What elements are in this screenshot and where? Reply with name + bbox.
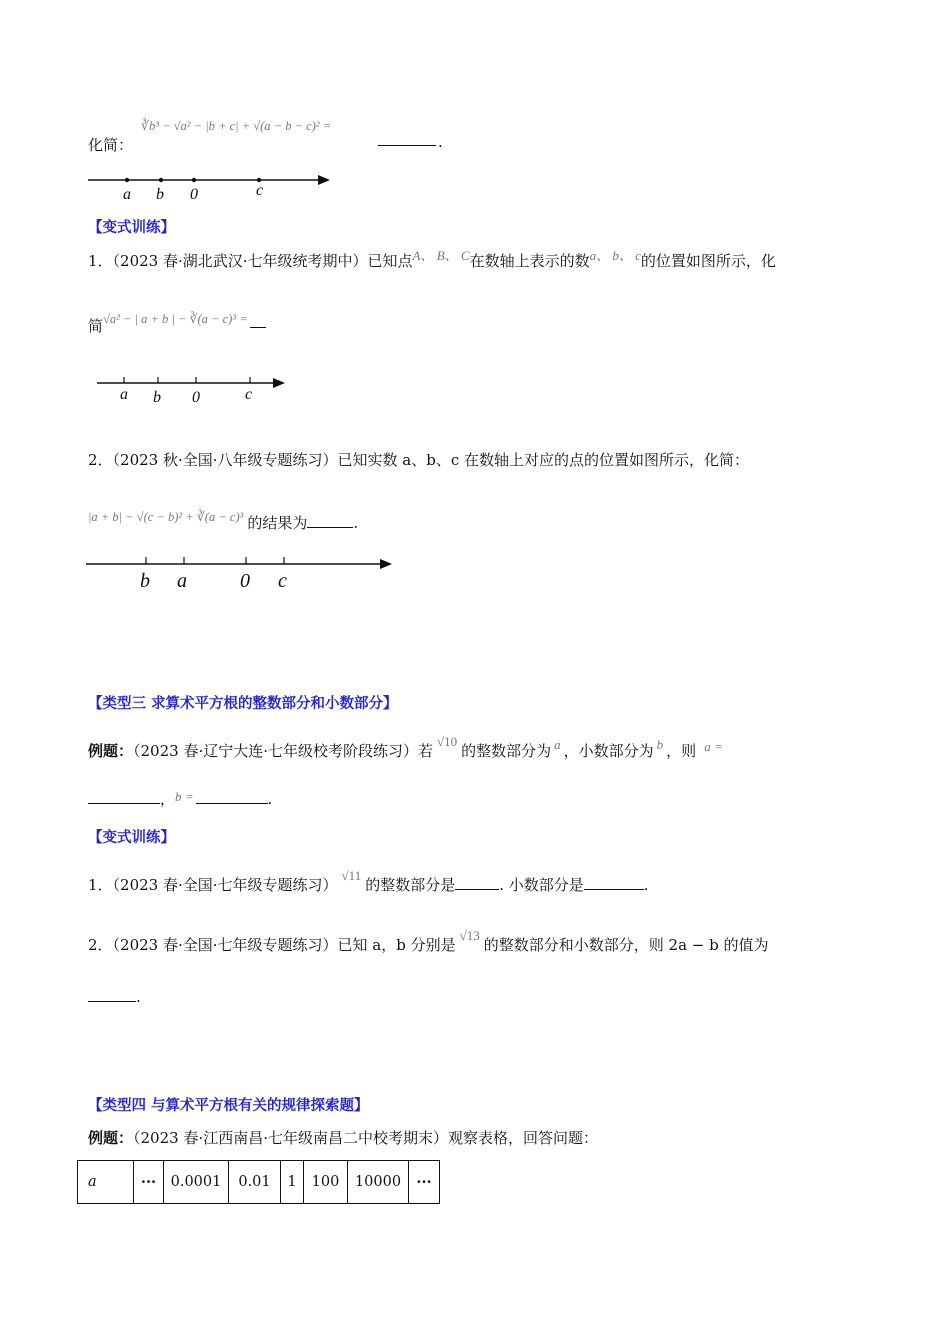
variant-heading-2: 【变式训练】 <box>88 830 175 846</box>
v1-q2-label-b: b <box>140 570 150 592</box>
v1-q1-line1 <box>88 250 776 271</box>
v2-q1-frac-blank[interactable] <box>584 875 644 890</box>
v2-sqrt11: √11 <box>341 868 362 883</box>
type3-end: . <box>267 790 273 808</box>
type4-table <box>77 1160 440 1204</box>
v1-q1-points: A、 B、 C <box>412 248 470 263</box>
v1-q1-label-b: b <box>153 389 161 406</box>
prob0-suffix: . <box>438 133 443 151</box>
v2-q2-line <box>88 928 769 955</box>
v1-q2-end: . <box>353 514 359 532</box>
type3-example-line2 <box>88 788 272 809</box>
prob0-line <box>88 118 134 154</box>
type3-var-b: b <box>656 737 664 752</box>
type3-example-text4: ，则 <box>666 742 697 760</box>
v2-q2-answer-line <box>88 987 141 1006</box>
prob0-label-c: c <box>256 182 264 199</box>
prob0-number-line <box>86 168 336 204</box>
type3-comma: ， <box>160 790 176 808</box>
v1-q2-suffix: 的结果为 <box>247 514 308 532</box>
type3-example-label: 例题： <box>88 742 134 760</box>
type3-example-text3: ，小数部分为 <box>563 742 654 760</box>
v2-q2-suffix: 的整数部分和小数部分，则 2a − b 的值为 <box>483 936 769 954</box>
type3-b-answer-blank[interactable] <box>196 789 268 804</box>
v1-q2-expr: |a + b| − √(c − b)² + ∛(a − c)³ <box>88 510 244 524</box>
v2-q1-prefix: 1．（2023 春·全国·七年级专题练习） <box>88 876 338 894</box>
table-row <box>78 1161 440 1204</box>
type4-example-line <box>88 1127 598 1148</box>
v1-q2-label-a: a <box>177 570 187 592</box>
v1-q2-line2 <box>88 505 359 532</box>
table-cell-ellipsis-right: ··· <box>409 1161 440 1204</box>
type3-a-answer-blank[interactable] <box>88 789 160 804</box>
v1-q2-line1: 2．（2023 秋·全国·八年级专题练习）已知实数 a、b、c 在数轴上对应的点的位置如图所示，化简： <box>88 451 750 469</box>
v2-q1-mid: 的整数部分是 <box>365 876 456 894</box>
prob0-expr-sqrt: √(a − b − c)² <box>253 119 320 133</box>
prob0-label-0: 0 <box>190 186 198 203</box>
type3-sqrt10: √10 <box>437 734 458 749</box>
type4-example-label: 例题： <box>88 1129 134 1147</box>
v2-q2-answer-blank[interactable] <box>88 987 136 1002</box>
type3-var-a: a <box>554 737 561 752</box>
prob0-expr-abs: − |b + c| + <box>193 119 251 133</box>
prob0-answer-blank[interactable] <box>378 131 436 150</box>
v1-q1-label-0: 0 <box>192 389 200 406</box>
table-cell-0-01: 0.01 <box>229 1161 281 1204</box>
table-cell-0-0001: 0.0001 <box>164 1161 229 1204</box>
prob0-prefix: 化简： <box>88 136 134 154</box>
type3-example-text1: （2023 春·辽宁大连·七年级校考阶段练习）若 <box>133 742 433 760</box>
v2-q1-end: . <box>643 876 649 894</box>
v2-q1-int-blank[interactable] <box>455 875 499 890</box>
v2-q1-line <box>88 868 649 895</box>
v1-q1-line2-prefix: 简 <box>88 317 104 335</box>
v2-q1-mid2: . 小数部分是 <box>499 876 584 894</box>
type4-heading: 【类型四 与算术平方根有关的规律探索题】 <box>88 1098 369 1114</box>
prob0-label-a: a <box>123 186 131 203</box>
type3-example-text2: 的整数部分为 <box>461 742 552 760</box>
v1-q1-answer-blank[interactable] <box>250 313 266 328</box>
type3-a-eq: a = <box>704 739 723 754</box>
v1-q1-suffix: 的位置如图所示，化 <box>640 252 776 270</box>
v2-sqrt13: √13 <box>459 928 480 943</box>
v1-q1-nums: a、 b、 c <box>589 248 641 263</box>
v1-q1-expr: √a² − | a + b | − ∛(a − c)³ = <box>103 312 248 326</box>
v1-q1-line2 <box>88 310 266 335</box>
v1-q1-label-a: a <box>120 386 128 403</box>
v1-q1-number-line <box>95 368 295 406</box>
v1-q2-label-c: c <box>278 570 287 592</box>
v1-q1-label-c: c <box>245 386 253 403</box>
v2-q2-prefix: 2．（2023 春·全国·七年级专题练习）已知 a，b 分别是 <box>88 936 456 954</box>
prob0-expr-eq: = <box>322 119 332 133</box>
type4-example-text: （2023 春·江西南昌·七年级南昌二中校考期末）观察表格，回答问题： <box>133 1129 598 1147</box>
table-cell-1: 1 <box>281 1161 304 1204</box>
variant-heading-1: 【变式训练】 <box>88 220 175 236</box>
table-cell-a: a <box>78 1161 134 1204</box>
prob0-expr-sqrt-a2: − √a² <box>162 119 191 133</box>
prob0-expr-cuberoot: ∛b³ <box>141 119 159 133</box>
table-cell-ellipsis-left: ··· <box>134 1161 164 1204</box>
prob0-label-b: b <box>156 186 164 203</box>
type3-example-line1 <box>88 734 723 761</box>
v1-q1-mid: 在数轴上表示的数 <box>469 252 590 270</box>
v2-q2-end: . <box>136 988 141 1006</box>
v1-q2-label-0: 0 <box>240 570 250 592</box>
type3-heading: 【类型三 求算术平方根的整数部分和小数部分】 <box>88 696 398 712</box>
table-cell-100: 100 <box>304 1161 348 1204</box>
table-cell-10000: 10000 <box>348 1161 409 1204</box>
v1-q2-answer-blank[interactable] <box>307 513 353 528</box>
v1-q1-prefix: 1．（2023 春·湖北武汉·七年级统考期中）已知点 <box>88 252 413 270</box>
v1-q2-number-line <box>86 550 406 594</box>
type3-b-eq: b = <box>175 789 194 804</box>
prob0-expression <box>141 118 331 134</box>
